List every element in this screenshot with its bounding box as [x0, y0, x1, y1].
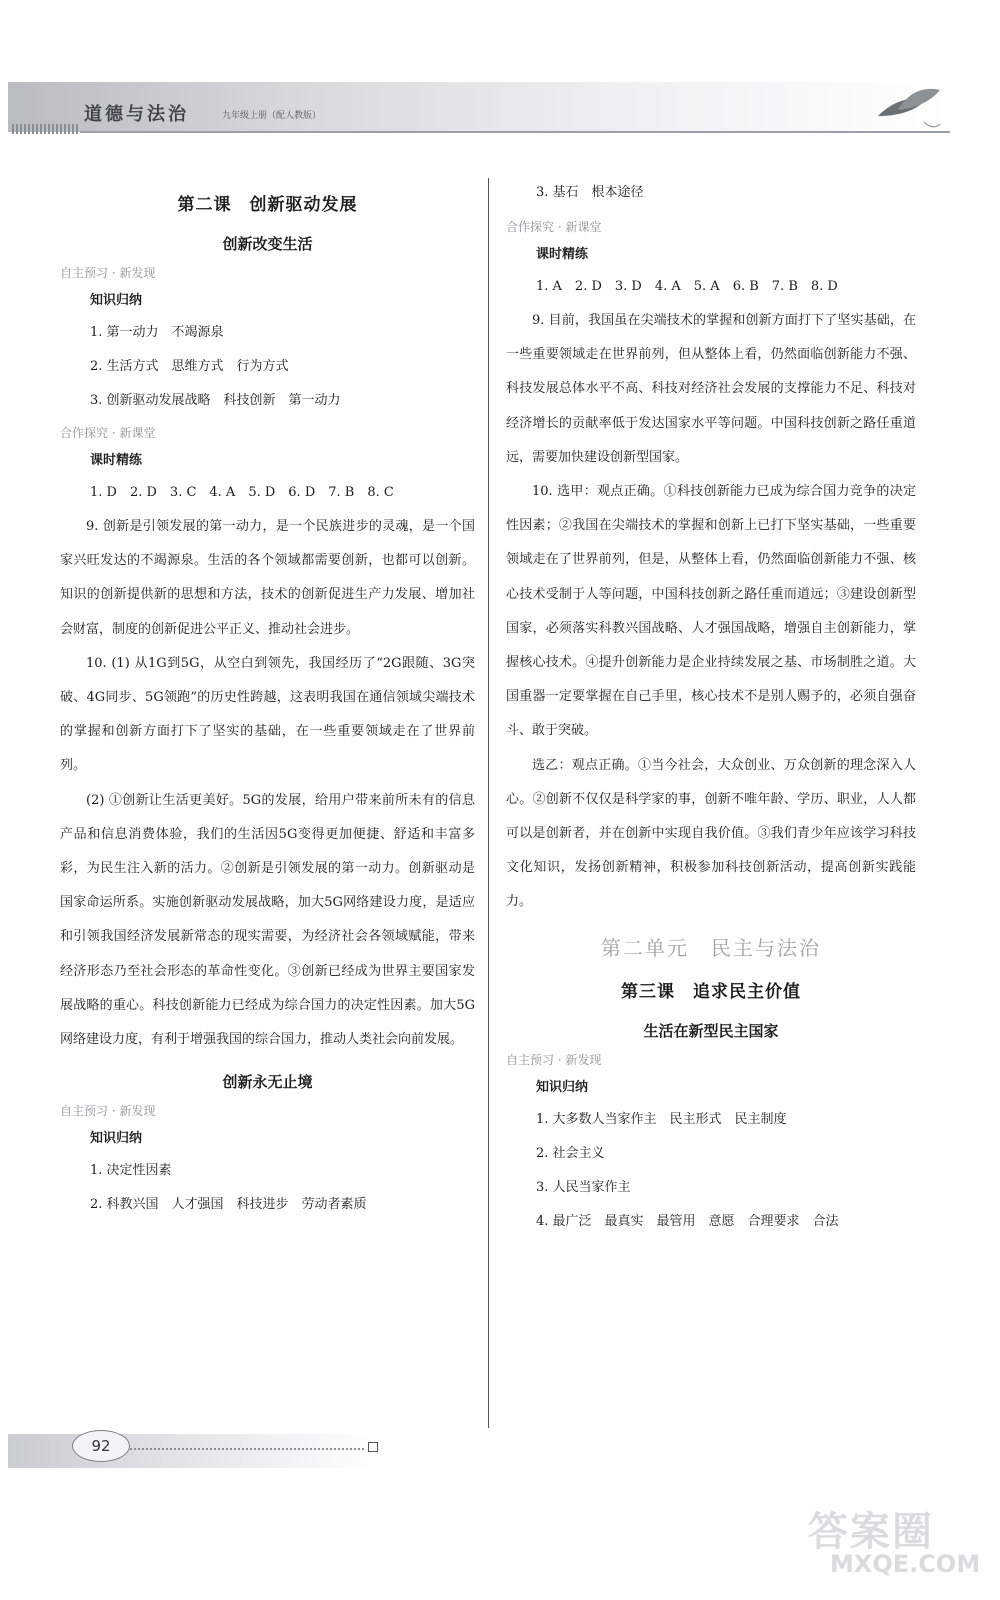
list-item: 2. 社会主义 [536, 1145, 605, 1161]
section-title: 生活在新型民主国家 [643, 1021, 779, 1040]
answer-paragraph: 9. 目前，我国虽在尖端技术的掌握和创新方面打下了坚实基础，在一些重要领域走在世界前列，但从整体上看，仍然面临创新能力不强、科技发展总体水平不高、科技对经济社会发展的支撑能力不足、科技对经济增长的贡献率低于发达国家水平等问题。中国科技创新之路任重道远，需要加快建设创新型国家。 [506, 313, 916, 465]
section-tag: 自主预习 · 新发现 [506, 1052, 602, 1067]
subheading: 知识归纳 [90, 293, 143, 308]
left-column [60, 176, 475, 1222]
list-item: 1. 第一动力 不竭源泉 [90, 325, 224, 340]
subheading: 课时精练 [90, 453, 143, 468]
subheading: 知识归纳 [90, 1131, 143, 1147]
page-number: 92 [72, 1430, 130, 1462]
answer-paragraph: 选乙：观点正确。①当今社会，大众创业、万众创新的理念深入人心。②创新不仅仅是科学家的事，创新不唯年龄、学历、职业，人人都可以是创新者，并在创新中实现自我价值。③我们青少年应该学习科技文化知识，发扬创新精神，积极参加科技创新活动，提高创新实践能力。 [506, 757, 916, 910]
leaf-ornament-icon [874, 82, 944, 138]
list-item: 4. 最广泛 最真实 最管用 意愿 合理要求 合法 [536, 1213, 839, 1229]
answer-paragraph: 10. (1) 从1G到5G，从空白到领先，我国经历了“2G跟随、3G突破、4G同步、5G领跑”的历史性跨越，这表明我国在通信领域尖端技术的掌握和创新方面打下了坚实的基础，在一些重要领域走在了世界前列。 [60, 655, 475, 774]
section-title: 创新永无止境 [222, 1073, 313, 1092]
subject-title: 道德与法治 [84, 104, 189, 125]
footer-square-icon [368, 1442, 378, 1452]
watermark-logo: 答案圈 [808, 1509, 934, 1555]
section-tag: 自主预习 · 新发现 [60, 266, 156, 280]
section-tag: 合作探究 · 新课堂 [506, 220, 602, 234]
section-tag: 自主预习 · 新发现 [60, 1104, 156, 1119]
section-tag: 合作探究 · 新课堂 [60, 426, 156, 440]
answer-paragraph: 9. 创新是引领发展的第一动力，是一个民族进步的灵魂，是一个国家兴旺发达的不竭源泉。生活的各个领域都需要创新，也都可以创新。知识的创新提供新的思想和方法，技术的创新促进生产力发展、增加社会财富，制度的创新促进公平正义、推动社会进步。 [60, 519, 475, 637]
unit-title: 第二单元 民主与法治 [601, 935, 821, 960]
subheading: 知识归纳 [536, 1079, 589, 1095]
subheading: 课时精练 [536, 247, 589, 262]
footer-dotted-rule [130, 1448, 364, 1450]
answer-paragraph: 10. 选甲：观点正确。①科技创新能力已成为综合国力竞争的决定性因素；②我国在尖端技术的掌握和创新上已打下坚实基础，一些重要领域走在了世界前列，但是，从整体上看，仍然面临创新能力不强、核心技术受制于人等问题，中国科技创新之路任重而道远；③建设创新型国家，必须落实科教兴国战略、人才强国战略，增强自主创新能力，掌握核心技术。④提升创新能力是企业持续发展之基、市场制胜之道。大国重器一定要掌握在自己手里，核心技术不是别人赐予的，必须自强奋斗、敢于突破。 [506, 484, 916, 739]
list-item: 3. 人民当家作主 [536, 1179, 631, 1195]
list-item: 2. 生活方式 思维方式 行为方式 [90, 359, 289, 374]
answer-key: 1. D 2. D 3. C 4. A 5. D 6. D 7. B 8. C [90, 485, 394, 500]
footer-banner [8, 1434, 378, 1468]
list-item: 3. 创新驱动发展战略 科技创新 第一动力 [90, 393, 341, 408]
list-item: 1. 决定性因素 [90, 1163, 172, 1179]
header-stripes [12, 124, 78, 134]
column-divider [488, 178, 489, 1428]
right-column [506, 176, 916, 1239]
list-item: 2. 科教兴国 人才强国 科技进步 劳动者素质 [90, 1197, 367, 1213]
list-item: 3. 基石 根本途径 [536, 185, 644, 200]
header-rule [80, 131, 950, 133]
edition-label: 九年级上册（配人教版） [222, 111, 322, 121]
lesson-title: 第二课 创新驱动发展 [177, 195, 358, 215]
list-item: 1. 大多数人当家作主 民主形式 民主制度 [536, 1111, 787, 1127]
watermark-site: MXQE.COM [830, 1550, 981, 1578]
lesson-title: 第三课 追求民主价值 [621, 981, 801, 1002]
section-title: 创新改变生活 [222, 235, 313, 253]
answer-key: 1. A 2. D 3. D 4. A 5. A 6. B 7. B 8. D [536, 279, 838, 294]
answer-paragraph: (2) ①创新让生活更美好。5G的发展，给用户带来前所未有的信息产品和信息消费体验，我们的生活因5G变得更加便捷、舒适和丰富多彩，为民生注入新的活力。②创新是引领发展的第一动力。创新驱动是国家命运所系。实施创新驱动发展战略，加大5G网络建设力度，是适应和引领我国经济发展新常态的现实需要，为经济社会各领域赋能，带来经济形态乃至社会形态的革命性变化。③创新已经成为世界主要国家发展战略的重心。科技创新能力已经成为综合国力的决定性因素。加大5G网络建设力度，有利于增强我国的综合国力，推动人类社会向前发展。 [60, 792, 475, 1048]
